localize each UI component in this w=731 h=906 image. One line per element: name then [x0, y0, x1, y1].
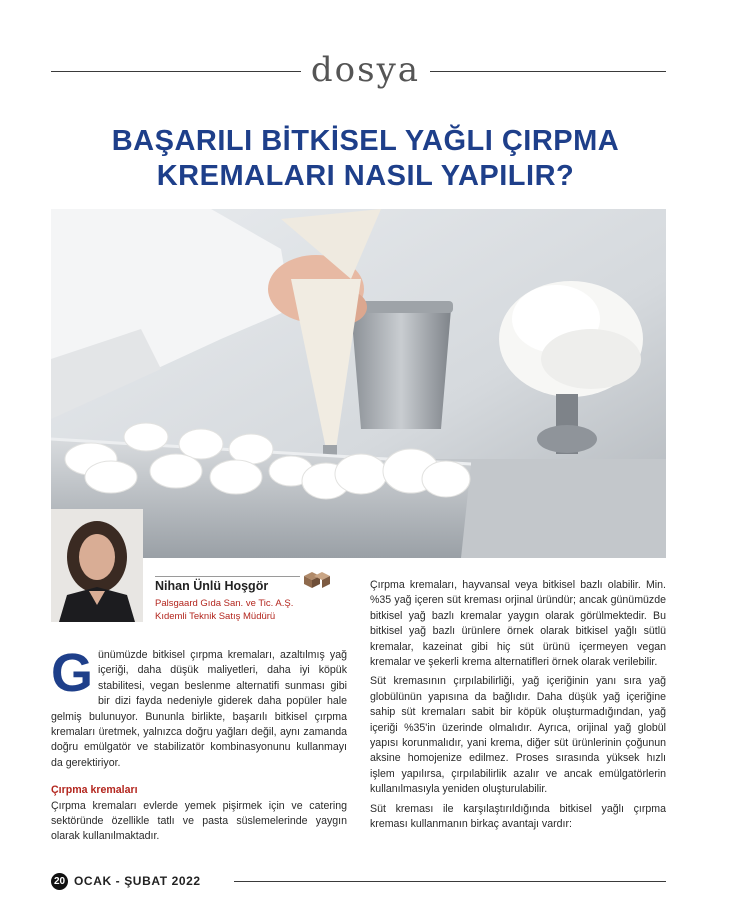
article-title — [0, 124, 731, 194]
article-title-line-1: BAŞARILI BİTKİSEL YAĞLI ÇIRPMA — [111, 125, 620, 157]
right-paragraph-2: Süt kremasının çırpılabilirliği, yağ içeriğinin yanı sıra yağ globülünün yapısına da bağlıdır. Daha düşük yağ içeriğine sahip süt kremaları sabit bir köpük oluşturmadığından, yağ içeriği %35'in üzerinde olmalıdır. Ayrıca, orijinal yağ globül yapısı korunmalıdır, yani krema, diğer süt ürünlerinin çoğunun aksine homojenize edilmez. Proses sırasında yüksek hızlı işlem yapılırsa, çırpılabilirlik azalır ve ancak emülgatörlerin kullanılmasıyla yeniden oluşturulabilir. — [370, 675, 666, 796]
issue-label: OCAK - ŞUBAT 2022 — [74, 874, 201, 888]
right-paragraph-3: Süt kreması ile karşılaştırıldığında bitkisel yağlı çırpma kreması kullanmanın birkaç avantajı vardır: — [370, 802, 666, 831]
right-column — [370, 578, 666, 833]
logo-cubes-icon — [302, 570, 332, 595]
intro-text: ünümüzde bitkisel çırpma kremaları, azaltılmış yağ içeriği, daha düşük maliyetleri, daha iyi köpük stabilitesi, vegan beslenme alternatifi sunması gibi bir dizi fayda nedeniyle giderek daha popüler hale gelmiş bulunuyor. Bununla birlikte, başarılı bitkisel çırpma kremaları üretmek, yalnızca doğru yağları değil, aynı zamanda doğru emülgatör ve stabilizatör kombinasyonunu kullanmayı da gerektiriyor. — [51, 649, 347, 769]
left-paragraph-2: Çırpma kremaları evlerde yemek pişirmek için ve catering sektöründe özellikle tatlı ve pasta süslemelerinde yaygın olarak kullanılmaktadır. — [51, 799, 347, 843]
footer-rule — [234, 881, 666, 882]
author-company: Palsgaard Gıda San. ve Tic. A.Ş. — [155, 598, 294, 609]
subheading-cirpma-kremalari: Çırpma kremaları — [51, 784, 138, 797]
article-title-line-2: KREMALARI NASIL YAPILIR? — [156, 160, 575, 192]
page-number-badge: 20 — [51, 873, 68, 890]
author-rule — [155, 576, 300, 577]
left-column — [51, 643, 347, 845]
intro-paragraph — [51, 643, 347, 771]
author-name: Nihan Ünlü Hoşgör — [155, 579, 269, 593]
hero-photo — [51, 209, 666, 558]
author-portrait — [51, 509, 143, 622]
drop-cap: G — [51, 643, 94, 703]
section-label: dosya — [310, 50, 421, 90]
author-title: Kıdemli Teknik Satış Müdürü — [155, 611, 276, 622]
right-paragraph-1: Çırpma kremaları, hayvansal veya bitkisel bazlı olabilir. Min. %35 yağ içeren süt kreması orjinal üründür; ancak günümüzde bitkisel yağ bazlı kremalar yaygın olarak görülmektedir. Bu bitkisel yağ bazlı ürünlere örnek olarak bitkisel yağlı sütlü kremalar, kazeinat gibi hiç süt ürünü içermeyen vegan kremalar ve şekerli krema alternatifleri örnek olarak verilebilir. — [370, 579, 666, 669]
